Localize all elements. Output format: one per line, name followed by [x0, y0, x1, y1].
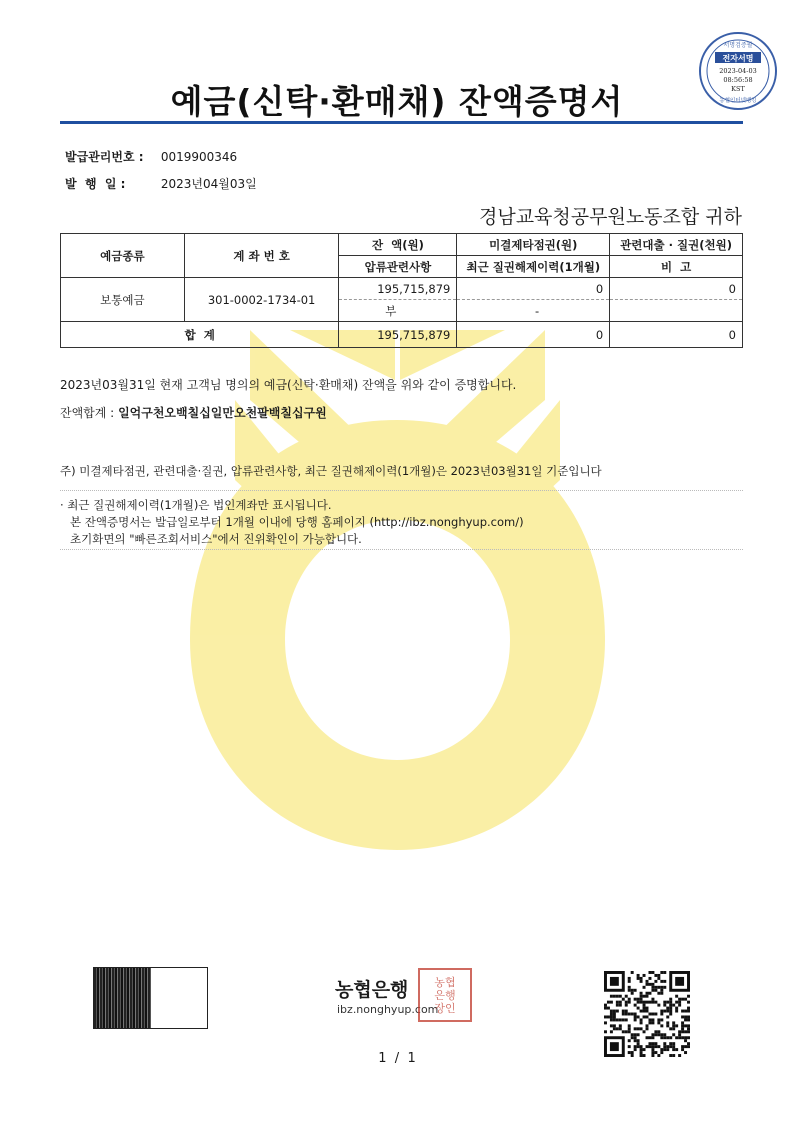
svg-text:전자서명: 전자서명	[722, 54, 754, 63]
notice-line-2: 본 잔액증명서는 발급일로부터 1개월 이내에 당행 홈페이지 (http://ibz.nonghyup.com/)	[70, 515, 524, 529]
total-uncollected: 0	[457, 322, 610, 348]
notice-line-1: · 최근 질권해제이력(1개월)은 법인계좌만 표시됩니다.	[60, 498, 332, 512]
bank-seal-stamp	[418, 968, 472, 1022]
cell-seizure: 부	[339, 300, 457, 322]
bank-seal-line: 농협	[434, 976, 456, 989]
total-balance: 195,715,879	[339, 322, 457, 348]
svg-text:2023-04-03: 2023-04-03	[719, 67, 757, 75]
document-title: 예금(신탁·환매채) 잔액증명서	[170, 82, 624, 121]
bank-seal-line: 장인	[434, 1002, 456, 1015]
header-uncollected: 미결제타점권(원)	[457, 234, 610, 256]
cell-remarks	[610, 300, 743, 322]
cell-uncollected: 0	[457, 278, 610, 300]
issue-date-label: 발 행 일 :	[65, 177, 126, 191]
total-label: 합 계	[61, 322, 339, 348]
total-in-words-row	[60, 404, 327, 421]
statement-text: 2023년03월31일 현재 고객님 명의의 예금(신탁·환매채) 잔액을 위와 같이 증명합니다.	[60, 378, 517, 392]
barcode	[93, 967, 208, 1029]
cell-account-number: 301-0002-1734-01	[184, 278, 339, 322]
qr-code	[604, 971, 690, 1057]
table-header-row-1	[61, 234, 743, 256]
title-rule	[60, 121, 743, 124]
cell-loan: 0	[610, 278, 743, 300]
total-in-words-label: 잔액합계 :	[60, 406, 115, 420]
header-seizure: 압류관련사항	[339, 256, 457, 278]
header-remarks: 비 고	[610, 256, 743, 278]
page-number: 1 / 1	[378, 1051, 416, 1066]
svg-text:서명검증필: 서명검증필	[723, 42, 753, 49]
header-deposit-type: 예금종류	[61, 234, 185, 278]
addressee: 경남교육청공무원노동조합 귀하	[479, 206, 742, 228]
table-row	[61, 278, 743, 300]
issue-number-row	[65, 148, 237, 165]
bank-logo: 농협은행	[335, 979, 409, 1001]
table-total-row	[61, 322, 743, 348]
reference-note: 주) 미결제타점권, 관련대출·질권, 압류관련사항, 최근 질권해제이력(1개월)은 2023년03월31일 기준입니다	[60, 464, 602, 478]
bank-seal-line: 은행	[434, 989, 456, 1002]
cell-pledge-recent: -	[457, 300, 610, 322]
balance-table	[60, 233, 743, 348]
issue-date-value: 2023년04월03일	[160, 177, 257, 191]
issue-date-row	[65, 175, 257, 192]
cell-deposit-type: 보통예금	[61, 278, 185, 322]
header-loan-pledge: 관련대출 · 질권(천원)	[610, 234, 743, 256]
total-loan: 0	[610, 322, 743, 348]
total-in-words-value: 일억구천오백칠십일만오천팔백칠십구원	[118, 406, 327, 420]
svg-text:농협인터넷뱅킹: 농협인터넷뱅킹	[719, 98, 757, 104]
svg-text:08:56:58: 08:56:58	[723, 76, 753, 84]
header-pledge-recent: 최근 질권해제이력(1개월)	[457, 256, 610, 278]
issue-number-label: 발급관리번호 :	[65, 150, 144, 164]
header-balance: 잔 액(원)	[339, 234, 457, 256]
bank-url: ibz.nonghyup.com	[337, 1003, 439, 1016]
header-account-number: 계 좌 번 호	[184, 234, 339, 278]
cell-balance: 195,715,879	[339, 278, 457, 300]
issue-number-value: 0019900346	[160, 150, 238, 164]
notice-line-3: 초기화면의 "빠른조회서비스"에서 진위확인이 가능합니다.	[70, 532, 362, 546]
svg-text:KST: KST	[731, 85, 745, 93]
